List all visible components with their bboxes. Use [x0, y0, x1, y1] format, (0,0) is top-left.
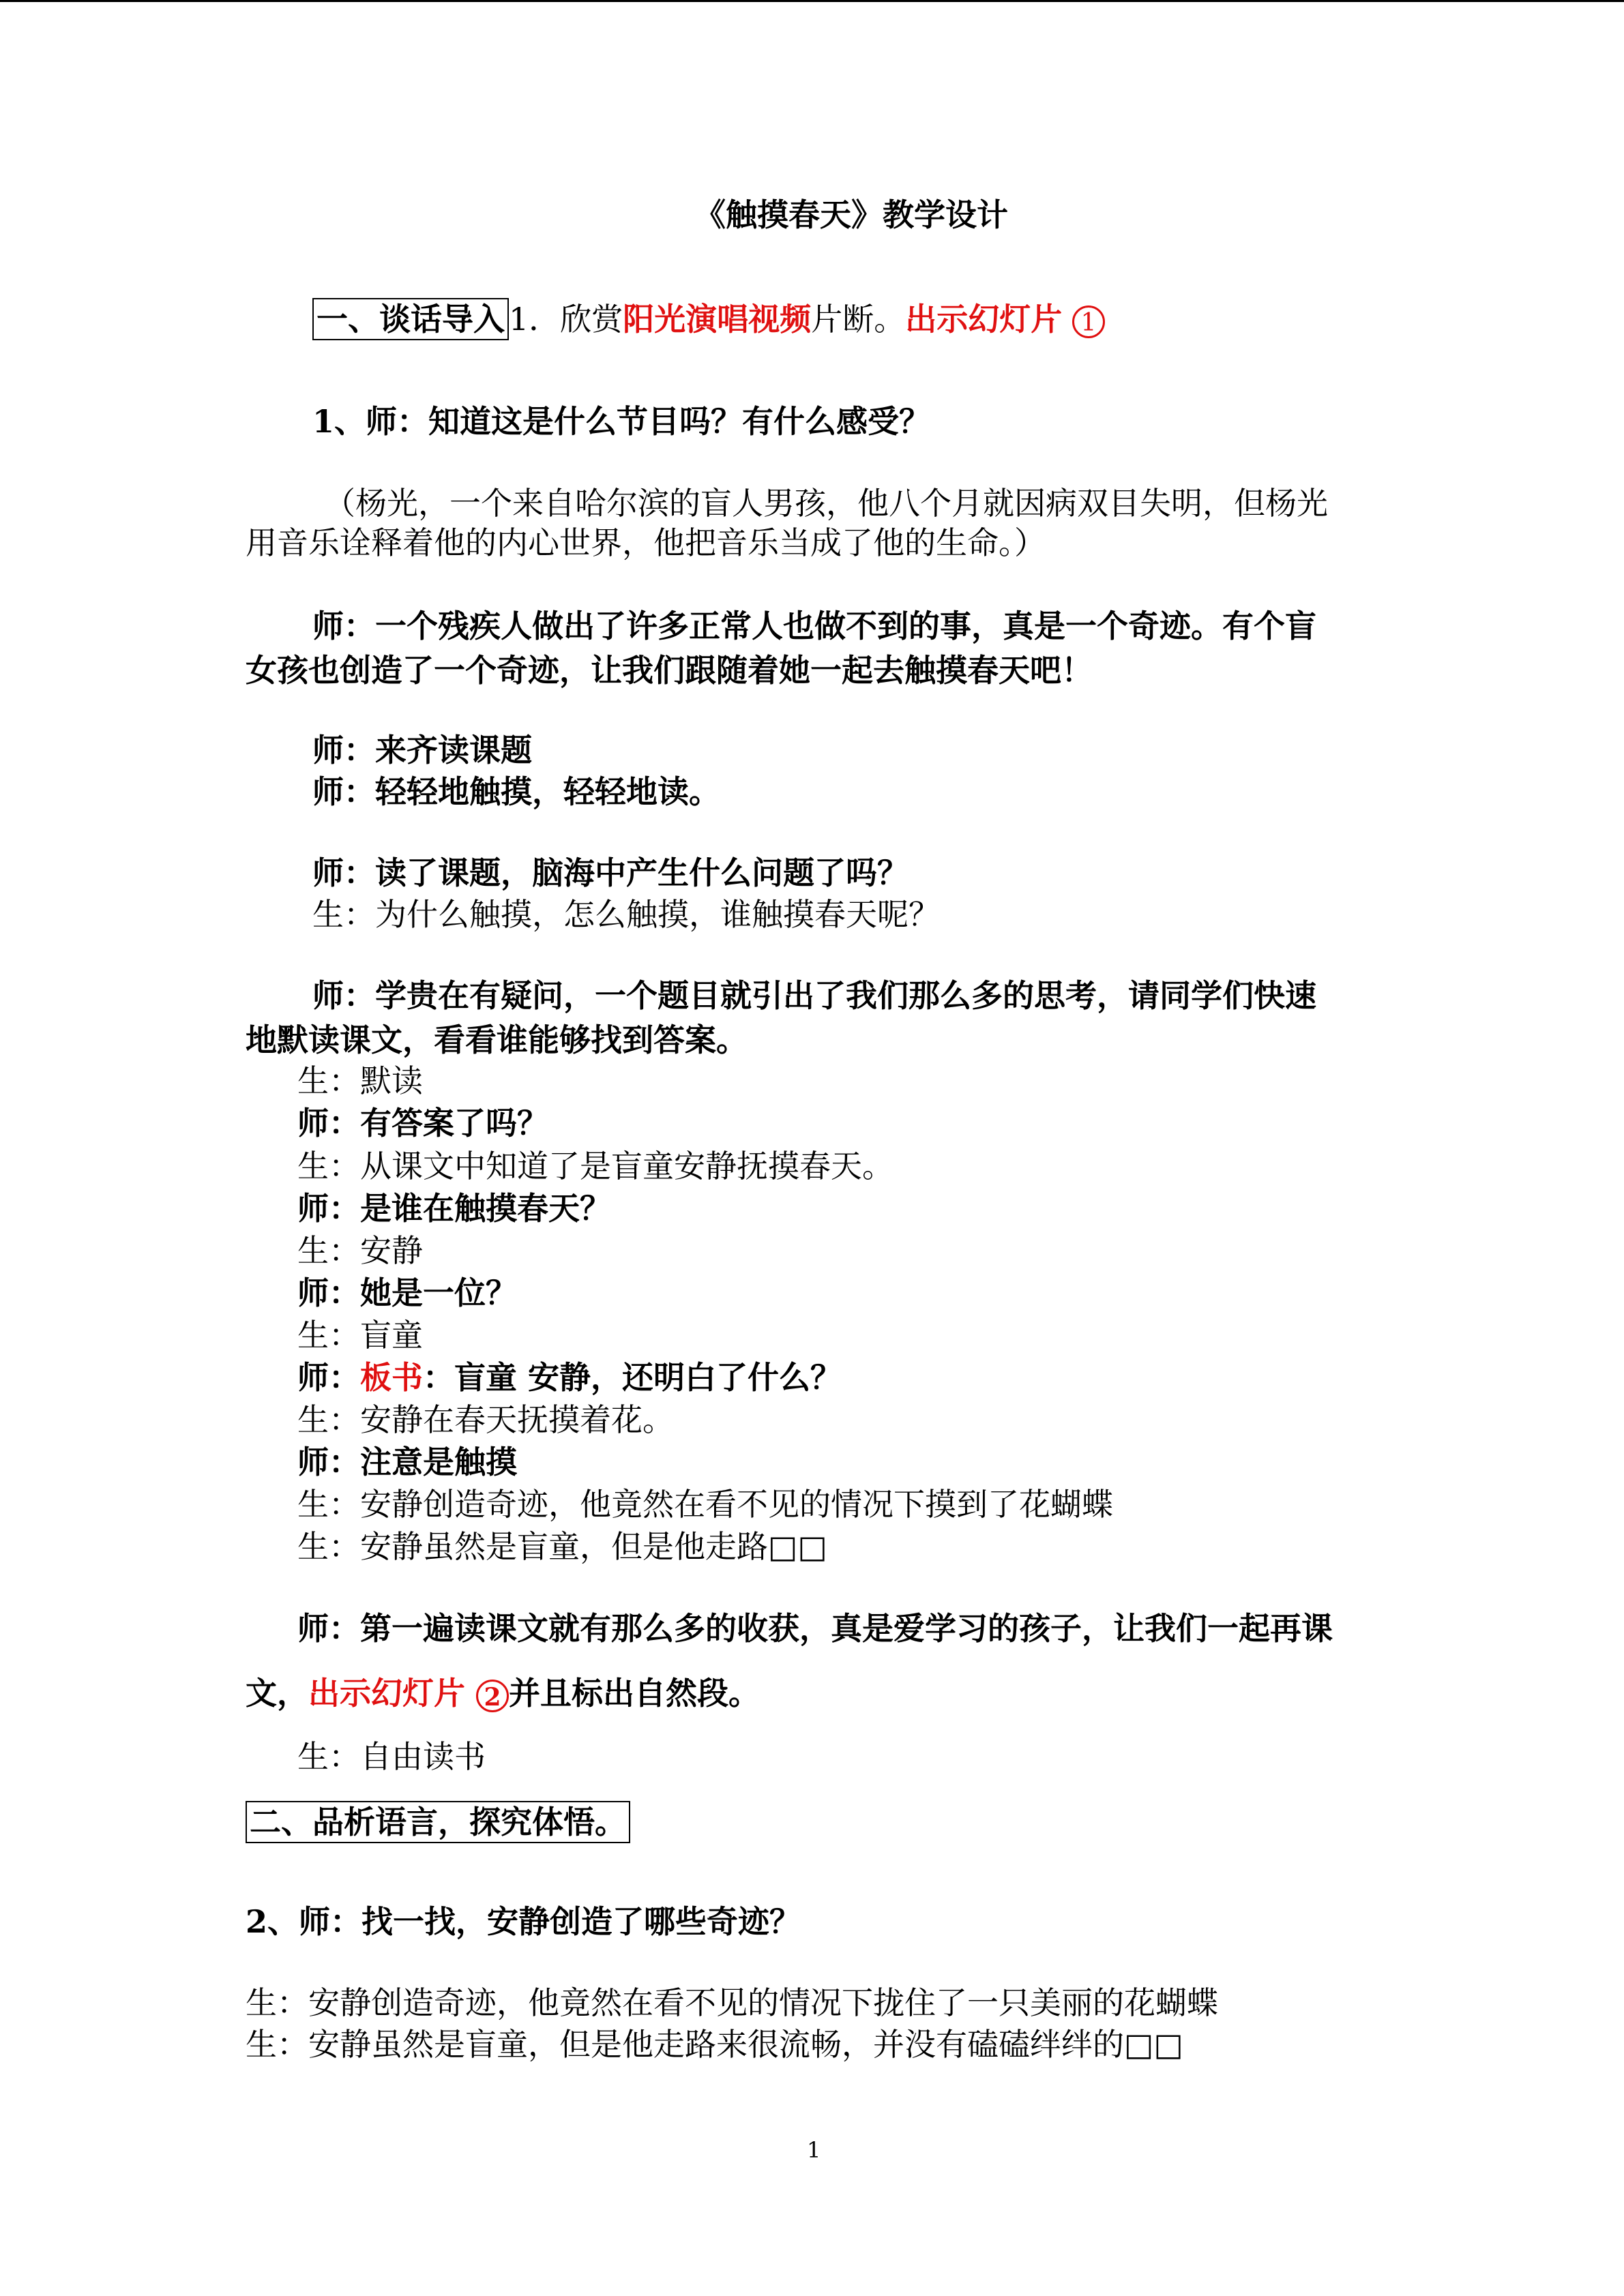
dialogue-line: 生：为什么触摸，怎么触摸，谁触摸春天呢？ — [312, 896, 940, 933]
dialogue-line: 师：轻轻地触摸，轻轻地读。 — [312, 773, 720, 810]
page-number: 1 — [807, 2137, 821, 2163]
top-border — [0, 0, 1624, 2]
circled-number: 2 — [476, 1680, 509, 1712]
dialogue-line — [297, 1358, 842, 1397]
dialogue-line: 师：来齐读课题 — [312, 732, 532, 769]
paragraph-line: 师：学贵在有疑问，一个题目就引出了我们那么多的思考，请同学们快速 — [312, 977, 1316, 1014]
section-2-line — [246, 1803, 630, 1841]
question-1: 1、师：知道这是什么节目吗？有什么感受？ — [312, 403, 931, 440]
dialogue-line: 生：安静 — [297, 1232, 423, 1269]
text: 文， — [246, 1675, 308, 1712]
dialogue-line: 生：安静在春天抚摸着花。 — [297, 1401, 674, 1438]
dialogue-line: 生：自由读书 — [297, 1738, 486, 1775]
text: 片断。 — [811, 301, 906, 338]
dialogue-line: 师：读了课题，脑海中产生什么问题了吗？ — [312, 854, 909, 891]
section-1-line — [312, 300, 1105, 338]
dialogue-line: 师：是谁在触摸春天？ — [297, 1190, 611, 1227]
text: 并且标出自然段。 — [509, 1675, 761, 1712]
dialogue-line: 生：盲童 — [297, 1317, 423, 1354]
text: 师： — [297, 1359, 360, 1396]
red-text: 出示幻灯片 — [308, 1675, 465, 1712]
red-text: 出示幻灯片 — [905, 301, 1063, 338]
dialogue-line: 师：有答案了吗？ — [297, 1105, 548, 1142]
section-2-heading: 二、品析语言，探究体悟。 — [246, 1801, 630, 1843]
paragraph-line: 女孩也创造了一个奇迹，让我们跟随着她一起去触摸春天吧！ — [246, 652, 1093, 689]
dialogue-line: 生：安静虽然是盲童，但是他走路□□ — [297, 1528, 827, 1565]
dialogue-line: 生：默读 — [297, 1062, 423, 1099]
note-line: （杨光，一个来自哈尔滨的盲人男孩，他八个月就因病双目失明，但杨光 — [324, 485, 1328, 522]
question-2: 2、师：找一找，安静创造了哪些奇迹？ — [246, 1903, 801, 1940]
paragraph-line: 师：一个残疾人做出了许多正常人也做不到的事，真是一个奇迹。有个盲 — [312, 608, 1316, 644]
circled-number: 1 — [1072, 305, 1105, 338]
paragraph-line — [246, 1674, 760, 1712]
answer-line: 生：安静虽然是盲童，但是他走路来很流畅，并没有磕磕绊绊的□□ — [246, 2026, 1183, 2063]
dialogue-line: 生：从课文中知道了是盲童安静抚摸春天。 — [297, 1148, 894, 1184]
note-line: 用音乐诠释着他的内心世界，他把音乐当成了他的生命。） — [246, 524, 1046, 561]
dialogue-line: 师：注意是触摸 — [297, 1444, 517, 1480]
page-title: 《触摸春天》教学设计 — [694, 196, 1008, 233]
paragraph-line: 地默读课文，看看谁能够找到答案。 — [246, 1022, 748, 1058]
dialogue-line: 生：安静创造奇迹，他竟然在看不见的情况下摸到了花蝴蝶 — [297, 1486, 1113, 1523]
red-text: 板书 — [360, 1359, 423, 1396]
text: 1．欣赏 — [509, 301, 623, 338]
paragraph-line: 师：第一遍读课文就有那么多的收获，真是爱学习的孩子，让我们一起再课 — [297, 1610, 1333, 1647]
dialogue-line: 师：她是一位？ — [297, 1274, 517, 1311]
text: ：盲童 安静，还明白了什么？ — [423, 1359, 842, 1396]
section-1-heading: 一、谈话导入 — [312, 298, 509, 340]
red-text: 阳光演唱视频 — [623, 301, 812, 338]
answer-line: 生：安静创造奇迹，他竟然在看不见的情况下拢住了一只美丽的花蝴蝶 — [246, 1984, 1218, 2021]
